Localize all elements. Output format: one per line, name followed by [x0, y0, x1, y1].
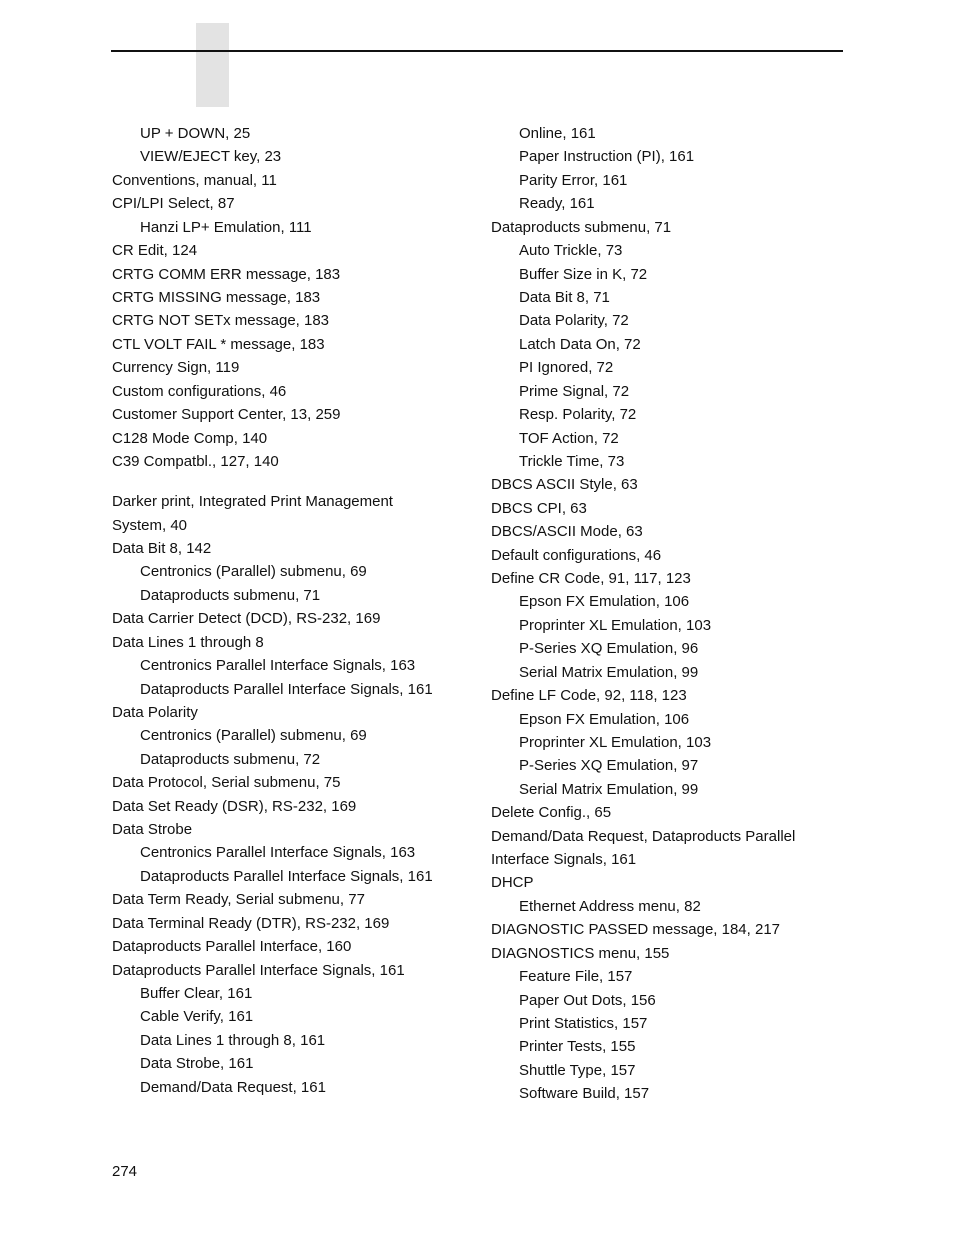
index-entry: DIAGNOSTIC PASSED message, 184, 217 — [491, 921, 781, 939]
index-entry: Data Set Ready (DSR), RS-232, 169 — [112, 797, 357, 815]
index-entry: Data Term Ready, Serial submenu, 77 — [112, 891, 365, 909]
index-entry: Data Polarity — [112, 703, 198, 721]
index-entry: Custom configurations, 46 — [112, 382, 287, 400]
index-subentry: Centronics Parallel Interface Signals, 163 — [140, 844, 416, 862]
index-subentry: Paper Out Dots, 156 — [519, 991, 656, 1009]
index-subentry: Software Build, 157 — [519, 1085, 650, 1103]
header-tab-decoration — [196, 23, 229, 107]
index-subentry: VIEW/EJECT key, 23 — [140, 148, 282, 166]
index-entry: Data Bit 8, 142 — [112, 539, 212, 557]
index-entry: DBCS ASCII Style, 63 — [491, 476, 638, 494]
index-subentry: P-Series XQ Emulation, 96 — [519, 640, 699, 658]
index-entry: Interface Signals, 161 — [491, 851, 637, 868]
index-subentry: Shuttle Type, 157 — [519, 1061, 636, 1079]
index-subentry: P-Series XQ Emulation, 97 — [519, 757, 699, 775]
index-entry: DBCS CPI, 63 — [491, 499, 587, 517]
index-entry: DIAGNOSTICS menu, 155 — [491, 944, 670, 962]
index-subentry: Serial Matrix Emulation, 99 — [519, 663, 699, 681]
index-entry: Define LF Code, 92, 118, 123 — [491, 687, 687, 705]
index-subentry: Data Strobe, 161 — [140, 1055, 254, 1073]
index-entry: Dataproducts Parallel Interface, 160 — [112, 938, 352, 956]
index-subentry: Parity Error, 161 — [519, 171, 628, 189]
index-subentry: Print Statistics, 157 — [519, 1015, 648, 1032]
index-subentry: Feature File, 157 — [519, 968, 633, 986]
index-subentry: Latch Data On, 72 — [519, 335, 641, 353]
index-entry: Data Lines 1 through 8 — [112, 633, 264, 651]
index-entry: CTL VOLT FAIL * message, 183 — [112, 335, 325, 353]
index-entry: CRTG COMM ERR message, 183 — [112, 265, 341, 283]
header-rule — [111, 50, 843, 52]
index-subentry: Proprinter XL Emulation, 103 — [519, 616, 712, 634]
index-subentry: Prime Signal, 72 — [519, 382, 630, 400]
index-subentry: Buffer Clear, 161 — [140, 984, 253, 1002]
index-subentry: Ready, 161 — [519, 195, 595, 213]
index-entry: Demand/Data Request, Dataproducts Parallel — [491, 827, 796, 845]
index-subentry: Epson FX Emulation, 106 — [519, 710, 690, 728]
index-subentry: Printer Tests, 155 — [519, 1038, 636, 1056]
index-entry: C128 Mode Comp, 140 — [112, 429, 268, 447]
index-entry: CRTG MISSING message, 183 — [112, 288, 321, 306]
index-subentry: TOF Action, 72 — [519, 429, 619, 447]
index-subentry: Paper Instruction (PI), 161 — [519, 148, 695, 166]
index-subentry: Centronics (Parallel) submenu, 69 — [140, 727, 367, 745]
index-entry: Data Protocol, Serial submenu, 75 — [112, 774, 341, 792]
index-subentry: UP + DOWN, 25 — [140, 125, 251, 142]
index-entry: System, 40 — [112, 516, 188, 534]
index-entry: Data Strobe — [112, 821, 193, 838]
index-subentry: Resp. Polarity, 72 — [519, 406, 637, 423]
page-number: 274 — [112, 1163, 138, 1180]
index-entry: Currency Sign, 119 — [112, 359, 240, 377]
index-entry: CPI/LPI Select, 87 — [112, 195, 235, 213]
index-entry: Data Carrier Detect (DCD), RS-232, 169 — [112, 610, 381, 628]
index-entry: Customer Support Center, 13, 259 — [112, 406, 341, 423]
index-subentry: Epson FX Emulation, 106 — [519, 593, 690, 611]
index-subentry: Dataproducts submenu, 71 — [140, 586, 321, 604]
index-entry: Default configurations, 46 — [491, 546, 662, 564]
index-subentry: Centronics (Parallel) submenu, 69 — [140, 563, 367, 581]
index-subentry: Data Bit 8, 71 — [519, 288, 610, 306]
index-entry: C39 Compatbl., 127, 140 — [112, 452, 279, 470]
index-subentry: Proprinter XL Emulation, 103 — [519, 733, 712, 751]
index-subentry: Data Lines 1 through 8, 161 — [140, 1031, 326, 1049]
index-entry: CRTG NOT SETx message, 183 — [112, 312, 330, 330]
index-subentry: PI Ignored, 72 — [519, 359, 614, 377]
index-subentry: Serial Matrix Emulation, 99 — [519, 780, 699, 798]
index-entry: Darker print, Integrated Print Management — [112, 493, 393, 511]
index-subentry: Ethernet Address menu, 82 — [519, 897, 701, 915]
index-entry: Data Terminal Ready (DTR), RS-232, 169 — [112, 914, 390, 932]
index-subentry: Dataproducts Parallel Interface Signals, 161 — [140, 867, 433, 885]
index-entry: DBCS/ASCII Mode, 63 — [491, 523, 643, 541]
index-entry: Delete Config., 65 — [491, 804, 612, 822]
index-entry: CR Edit, 124 — [112, 242, 198, 260]
index-entry: DHCP — [491, 874, 534, 892]
index-subentry: Auto Trickle, 73 — [519, 242, 623, 260]
index-entry: Dataproducts submenu, 71 — [491, 218, 672, 236]
index-subentry: Trickle Time, 73 — [519, 452, 625, 470]
index-subentry: Dataproducts submenu, 72 — [140, 750, 321, 768]
index-entry: Define CR Code, 91, 117, 123 — [491, 570, 691, 587]
index-subentry: Online, 161 — [519, 125, 596, 142]
index-subentry: Data Polarity, 72 — [519, 312, 629, 330]
index-subentry: Demand/Data Request, 161 — [140, 1078, 326, 1096]
index-entry: Dataproducts Parallel Interface Signals, 161 — [112, 961, 405, 979]
index-subentry: Buffer Size in K, 72 — [519, 265, 648, 283]
index-entry: Conventions, manual, 11 — [112, 171, 277, 189]
index-subentry: Cable Verify, 161 — [140, 1008, 254, 1026]
index-subentry: Dataproducts Parallel Interface Signals, 161 — [140, 680, 433, 698]
index-subentry: Hanzi LP+ Emulation, 111 — [140, 218, 312, 236]
index-subentry: Centronics Parallel Interface Signals, 163 — [140, 657, 416, 674]
